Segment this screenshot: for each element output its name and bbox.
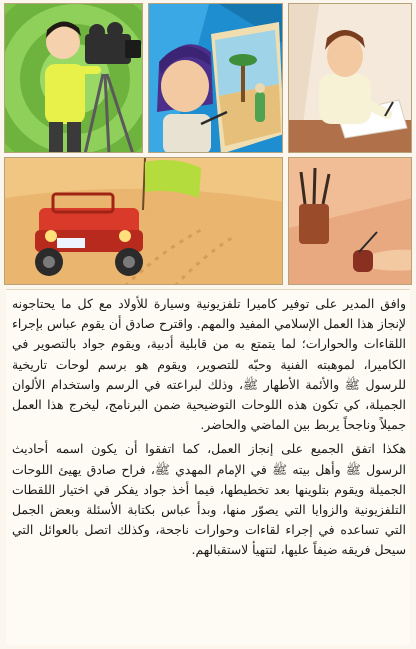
paragraph-1: وافق المدير على توفير كاميرا تلفزيونية وسيارة للأولاد مع كل ما يحتاجونه لإنجاز هذا العمل الإسلامي المفيد والمهم. واقترح صادق أن يقوم عباس بإجراء اللقاءات والحوارات؛ لما يتمتع به من قابلية أدبية، ويقوم جواد بالتصوير في الكاميرا، لموهبته الفنية وحبّه للتصوير، ويقوم هو برسم لوحات تاريخية للرسول ﷺ والأئمة الأطهار ﷺ، وذلك لبراعته في الرسم واستخدام الألوان الجميلة، كي تكون هذه اللوحات التوضيحية ضمن البرنامج، ليخرج هذا العمل جميلاً وناجحاً يربط بين الماضي والحاضر. [12, 296, 406, 433]
cameraman-illustration [5, 4, 143, 153]
pencils-illustration [289, 158, 412, 285]
panel-jeep [4, 157, 283, 285]
writer-illustration [289, 4, 412, 153]
panel-writer [288, 3, 412, 153]
painter-illustration [149, 4, 283, 153]
paragraph-2: هكذا اتفق الجميع على إنجاز العمل، كما اتفقوا أن يكون اسمه أحاديث الرسول ﷺ وأهل بيته ﷺ في الإمام المهدي ﷺ، فراح صادق يهيئ اللوحات الجميلة ويقوم بتلوينها بعد تخطيطها، فيما أخذ جواد يفكر في اختيار اللقطات التلفزيونية والزوايا التي يصوّر منها، وبدأ عباس بكتابة الأسئلة وبعض الجمل التي تساعده في إجراء لقاءات وحوارات ناجحة، وكذلك اتصل بالعوائل التي سيحل فريقه ضيفاً عليها، لتتهيأ لاستقبالهم. [12, 441, 406, 558]
jeep-illustration [5, 158, 283, 285]
panel-pencils [288, 157, 412, 285]
panel-cameraman [4, 3, 143, 153]
story-text [6, 289, 410, 645]
panel-painter [148, 3, 283, 153]
